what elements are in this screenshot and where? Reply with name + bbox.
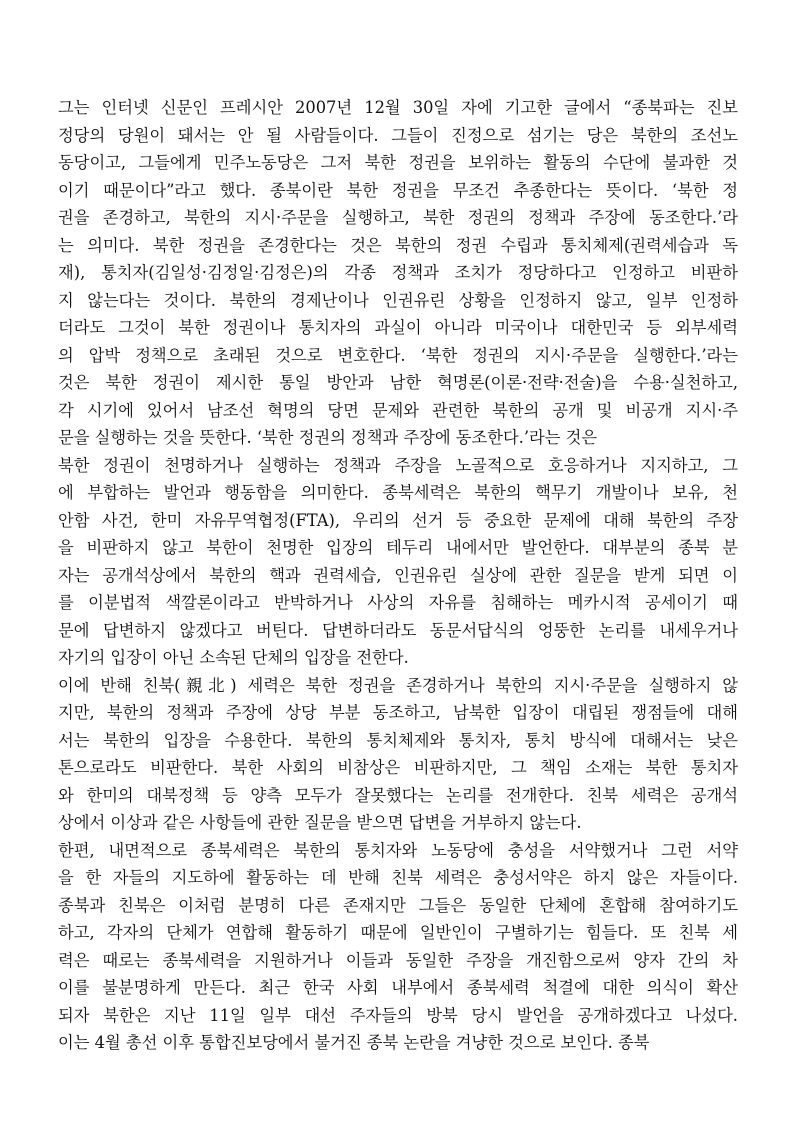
text-line: 를 이분법적 색깔론이라고 반박하거나 사상의 자유를 침해하는 메카시적 공세이기 때 <box>58 593 738 612</box>
text-line: 이에 반해 친북(親北) 세력은 북한 정권을 존경하거나 북한의 지시·주문을 실행하지 않 <box>58 675 738 695</box>
text-line: 지 않는다는 것이다. 북한의 경제난이나 인권유린 상황을 인정하지 않고, 일부 인정하 <box>58 290 738 310</box>
text-line: 한편, 내면적으로 종북세력은 북한의 통치자와 노동당에 충성을 서약했거나 그런 서약 <box>58 840 738 860</box>
text-line: 되자 북한은 지난 11일 일부 대선 주자들의 방북 당시 발언을 공개하겠다고 나섰다. <box>58 1005 738 1025</box>
text-line: 안함 사건, 한미 자유무역협정(FTA), 우리의 선거 등 중요한 문제에 대해 북한의 주장 <box>58 510 738 530</box>
text-line: 력은 때로는 종북세력을 지원하거나 이들과 동일한 주장을 개진함으로써 양자 간의 차 <box>58 950 738 970</box>
text-line: 자는 공개석상에서 북한의 핵과 권력세습, 인권유린 실상에 관한 질문을 받게 되면 이 <box>58 565 738 585</box>
text-line: 더라도 그것이 북한 정권이나 통치자의 과실이 아니라 미국이나 대한민국 등 외부세력 <box>58 318 738 337</box>
text-line: 문에 답변하지 않겠다고 버틴다. 답변하더라도 동문서답식의 엉뚱한 논리를 내세우거나 <box>58 620 738 640</box>
body-text <box>58 94 738 1057</box>
text-line: 지만, 북한의 정책과 주장에 상당 부분 동조하고, 남북한 입장이 대립된 쟁점들에 대해 <box>58 703 738 722</box>
text-line: 문을 실행하는 것을 뜻한다. ‘북한 정권의 정책과 주장에 동조한다.’라는 것은 <box>58 428 598 447</box>
text-line: 에 부합하는 발언과 행동함을 의미한다. 종북세력은 북한의 핵무기 개발이나 보유, 천 <box>58 483 738 502</box>
text-line: 그는 인터넷 신문인 프레시안 2007년 12월 30일 자에 기고한 글에서 “종북파는 진보 <box>58 98 738 117</box>
text-line: 와 한미의 대북정책 등 양측 모두가 잘못했다는 논리를 전개한다. 친북 세력은 공개석 <box>58 785 738 805</box>
text-line: 을 한 자들의 지도하에 활동하는 데 반해 친북 세력은 충성서약은 하지 않은 자들이다. <box>58 868 738 887</box>
text-line: 톤으로라도 비판한다. 북한 사회의 비참상은 비판하지만, 그 책임 소재는 북한 통치자 <box>58 758 738 777</box>
text-line: 이기 때문이다”라고 했다. 종북이란 북한 정권을 무조건 추종한다는 뜻이다. ‘북한 정 <box>58 180 738 200</box>
text-line: 동당이고, 그들에게 민주노동당은 그저 북한 정권을 보위하는 활동의 수단에 불과한 것 <box>58 153 738 172</box>
text-line: 는 의미다. 북한 정권을 존경한다는 것은 북한의 정권 수립과 통치체제(권력세습과 독 <box>58 235 738 255</box>
text-line: 의 압박 정책으로 초래된 것으로 변호한다. ‘북한 정권의 지시·주문을 실행한다.’라는 <box>58 345 738 365</box>
text-line: 각 시기에 있어서 남조선 혁명의 당면 문제와 관련한 북한의 공개 및 비공개 지시·주 <box>58 400 738 420</box>
text-line: 서는 북한의 입장을 수용한다. 북한의 통치체제와 통치자, 통치 방식에 대해서는 낮은 <box>58 730 738 750</box>
text-line: 종북과 친북은 이처럼 분명히 다른 존재지만 그들은 동일한 단체에 혼합해 참여하기도 <box>58 895 738 915</box>
text-line: 을 비판하지 않고 북한이 천명한 입장의 테두리 내에서만 발언한다. 대부분의 종북 분 <box>58 538 738 557</box>
text-line: 이를 불분명하게 만든다. 최근 한국 사회 내부에서 종북세력 척결에 대한 의식이 확산 <box>58 978 738 997</box>
text-line: 이는 4월 총선 이후 통합진보당에서 불거진 종북 논란을 겨냥한 것으로 보인다. 종북 <box>58 1033 650 1052</box>
text-line: 상에서 이상과 같은 사항들에 관한 질문을 받으면 답변을 거부하지 않는다. <box>58 813 582 832</box>
text-line: 자기의 입장이 아닌 소속된 단체의 입장을 전한다. <box>58 648 409 667</box>
text-line: 정당의 당원이 돼서는 안 될 사람들이다. 그들이 진정으로 섬기는 당은 북한의 조선노 <box>58 125 738 145</box>
text-line: 것은 북한 정권이 제시한 통일 방안과 남한 혁명론(이론·전략·전술)을 수용·실천하고, <box>58 373 738 392</box>
text-line: 북한 정권이 천명하거나 실행하는 정책과 주장을 노골적으로 호응하거나 지지하고, 그 <box>58 455 738 475</box>
text-line: 하고, 각자의 단체가 연합해 활동하기 때문에 일반인이 구별하기는 힘들다. 또 친북 세 <box>58 923 738 942</box>
text-line: 재), 통치자(김일성·김정일·김정은)의 각종 정책과 조치가 정당하다고 인정하고 비판하 <box>58 263 738 282</box>
text-line: 권을 존경하고, 북한의 지시·주문을 실행하고, 북한 정권의 정책과 주장에 동조한다.’라 <box>58 208 738 227</box>
